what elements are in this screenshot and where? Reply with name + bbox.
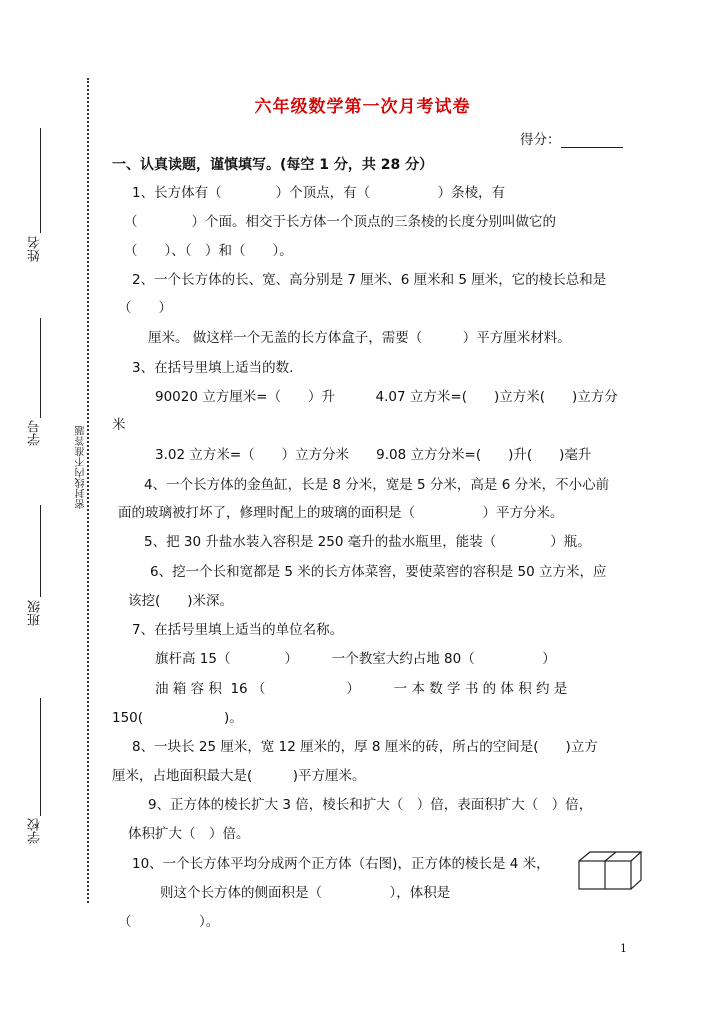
question-line: 则这个长方体的侧面积是（ ），体积是 [160, 885, 451, 901]
question-line: 90020 立方厘米=（ ）升 4.07 立方米=( )立方米( )立方分 [155, 389, 618, 405]
question-line: 油 箱 容 积 16 （ ） 一 本 数 学 书 的 体 积 约 是 [155, 681, 568, 697]
page-number: 1 [620, 942, 627, 955]
score-label: 得分： [520, 132, 561, 148]
question-line: 7、在括号里填上适当的单位名称。 [132, 622, 344, 638]
question-line: 10、一个长方体平均分成两个正方体（右图)，正方体的棱长是 4 米， [132, 856, 550, 872]
class-label: 班级 [28, 600, 43, 626]
question-line: 3.02 立方米=（ ）立方分米 9.08 立方分米=( )升( )毫升 [155, 447, 592, 463]
school-blank [40, 698, 41, 816]
question-line: 8、一块长 25 厘米，宽 12 厘米的，厚 8 厘米的砖，所占的空间是( )立方 [132, 739, 598, 755]
question-line: 4、一个长方体的金鱼缸，长是 8 分米，宽是 5 分米，高是 6 分米，不小心前 [144, 477, 610, 493]
question-line: 2、一个长方体的长、宽、高分别是 7 厘米、6 厘米和 5 厘米，它的棱长总和是 [132, 272, 607, 288]
question-line: 体积扩大（ ）倍。 [128, 826, 250, 842]
school-label: 学校 [28, 818, 43, 844]
page-title: 六年级数学第一次月考试卷 [254, 97, 471, 117]
question-line: （ ） [118, 300, 172, 316]
binding-note: 密封线内不准答题 [76, 425, 87, 509]
score-box [520, 128, 623, 148]
question-line: 旗杆高 15（ ） 一个教室大约占地 80（ ） [155, 651, 556, 667]
question-line: （ ）。 [118, 914, 220, 930]
student-id-blank [40, 318, 41, 418]
question-line: 1、长方体有（ ）个顶点，有（ ）条棱，有 [132, 185, 506, 201]
question-line: 该挖( )米深。 [128, 593, 234, 609]
question-line: 面的玻璃被打坏了，修理时配上的玻璃的面积是（ ）平方分米。 [118, 505, 564, 521]
question-line: 厘米，占地面积最大是( )平方厘米。 [112, 768, 366, 784]
score-blank[interactable] [561, 133, 623, 148]
question-line: 9、正方体的棱长扩大 3 倍，棱长和扩大（ ）倍，表面积扩大（ ）倍， [148, 797, 593, 813]
class-blank [40, 505, 41, 597]
question-line: 5、把 30 升盐水装入容积是 250 毫升的盐水瓶里，能装（ ）瓶。 [144, 534, 591, 550]
name-label: 姓名 [28, 236, 43, 262]
question-line: 米 [112, 417, 126, 433]
cuboid-figure [578, 850, 644, 892]
section-heading: 一、认真读题，谨慎填写。(每空 1 分，共 28 分） [112, 157, 434, 173]
question-line: 厘米。 做这样一个无盖的长方体盒子，需要（ ）平方厘米材料。 [148, 330, 571, 346]
student-id-label: 学号 [28, 420, 43, 446]
name-blank [40, 128, 41, 233]
question-line: 150( )。 [112, 710, 243, 726]
question-line: （ ）、（ ）和（ ）。 [124, 243, 293, 259]
question-line: （ ）个面。相交于长方体一个顶点的三条棱的长度分别叫做它的 [124, 214, 556, 230]
cuboid-side-face [631, 852, 641, 889]
question-line: 6、挖一个长和宽都是 5 米的长方体菜窖，要使菜窖的容积是 50 立方米，应 [150, 564, 607, 580]
cuboid-divider-top [605, 852, 616, 861]
question-line: 3、在括号里填上适当的数. [132, 360, 294, 376]
